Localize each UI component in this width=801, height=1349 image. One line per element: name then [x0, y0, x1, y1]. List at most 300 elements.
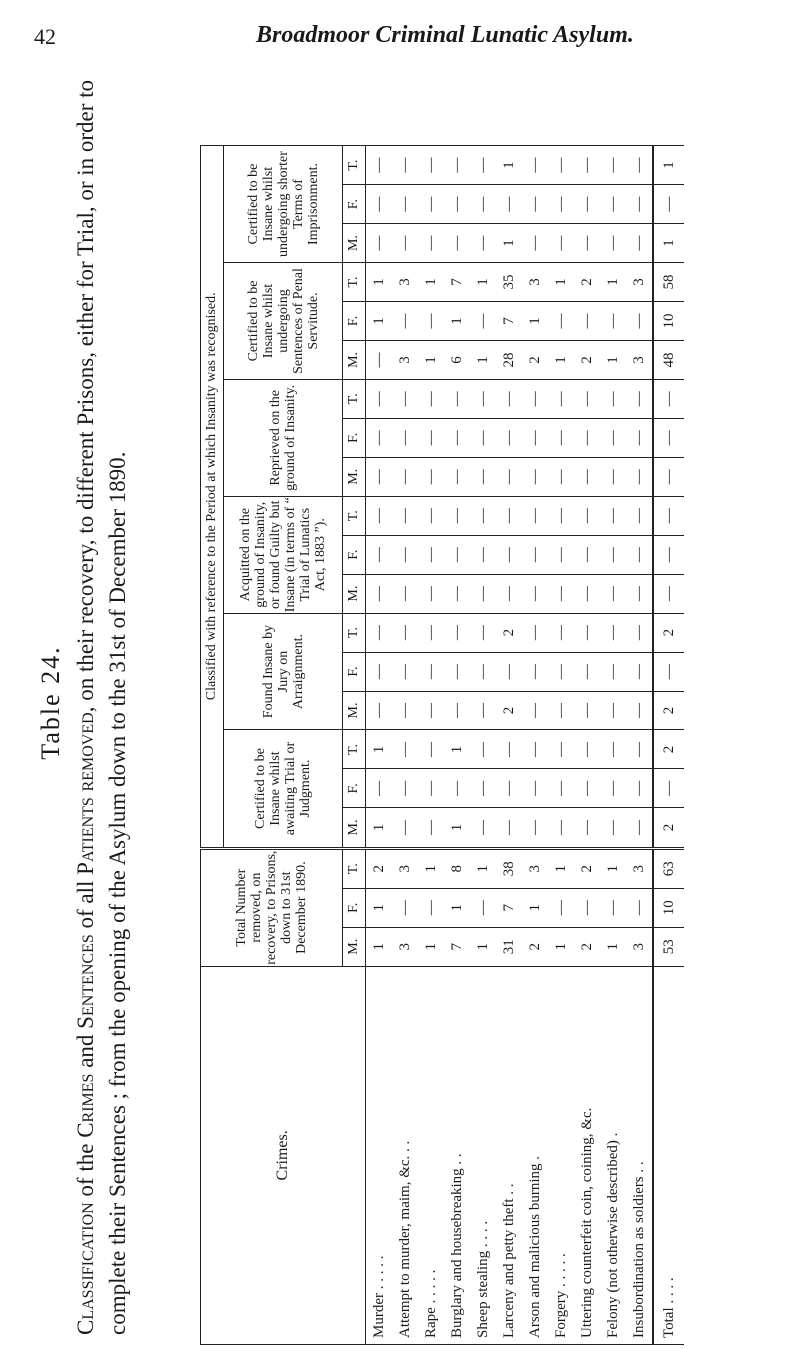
table-cell: —	[418, 730, 444, 769]
table-cell: —	[444, 535, 470, 574]
table-cell: —	[548, 652, 574, 691]
table-cell: 10	[653, 302, 684, 341]
table-cell: —	[626, 769, 653, 808]
group-header: Found Insane by Jury on Arraignment.	[224, 613, 343, 730]
table-cell: 1	[600, 263, 626, 302]
table-cell: —	[496, 769, 522, 808]
mft-header: T.	[343, 613, 366, 652]
table-cell: —	[548, 418, 574, 457]
table-cell: —	[470, 691, 496, 730]
table-cell: —	[548, 691, 574, 730]
table-cell: —	[366, 146, 393, 185]
table-cell: —	[418, 535, 444, 574]
table-cell: 1	[548, 848, 574, 888]
classified-header: Classified with reference to the Period at which Insanity was recognised.	[201, 146, 224, 849]
table-cell: —	[548, 185, 574, 224]
table-row	[574, 146, 600, 1345]
table-cell: —	[522, 574, 548, 613]
mft-header: T.	[343, 146, 366, 185]
rotated-table-page	[30, 60, 800, 1345]
mft-header: M.	[343, 574, 366, 613]
table-cell: —	[392, 224, 418, 263]
table-cell: —	[574, 224, 600, 263]
table-cell: —	[392, 302, 418, 341]
crime-label: Larceny and petty theft . .	[496, 966, 522, 1344]
table-cell: —	[653, 496, 684, 535]
table-cell: —	[470, 496, 496, 535]
table-cell: —	[366, 535, 393, 574]
crime-label: Insubordination as soldiers . .	[626, 966, 653, 1344]
table-cell: —	[653, 652, 684, 691]
table-cell: —	[600, 185, 626, 224]
table-cell: —	[470, 457, 496, 496]
table-cell: —	[522, 730, 548, 769]
table-row	[600, 146, 626, 1345]
table-cell: 1	[418, 927, 444, 966]
table-cell: 1	[600, 340, 626, 379]
table-cell: —	[470, 535, 496, 574]
table-cell: 1	[600, 927, 626, 966]
total-row	[653, 146, 684, 1345]
table-row	[366, 146, 393, 1345]
table-cell: —	[653, 535, 684, 574]
table-cell: 2	[653, 691, 684, 730]
group-header: Reprieved on the ground of Insanity.	[224, 379, 343, 496]
table-cell: —	[496, 808, 522, 848]
table-cell: —	[548, 613, 574, 652]
table-cell: —	[548, 769, 574, 808]
mft-header: T.	[343, 848, 366, 888]
table-cell: —	[418, 496, 444, 535]
table-cell: —	[548, 224, 574, 263]
table-cell: —	[470, 379, 496, 418]
table-cell: —	[470, 146, 496, 185]
table-cell: —	[626, 496, 653, 535]
table-cell: 6	[444, 340, 470, 379]
table-cell: —	[392, 808, 418, 848]
table-cell: 1	[366, 730, 393, 769]
table-cell: —	[548, 535, 574, 574]
table-cell: 35	[496, 263, 522, 302]
table-cell: —	[600, 808, 626, 848]
table-cell: —	[522, 613, 548, 652]
caption-part: of all	[73, 874, 98, 935]
crimes-header: Crimes.	[201, 966, 366, 1344]
table-cell: —	[470, 574, 496, 613]
table-body	[366, 146, 685, 1345]
table-cell: 2	[653, 613, 684, 652]
table-cell: —	[626, 302, 653, 341]
table-cell: —	[418, 574, 444, 613]
group-header: Acquitted on the ground of Insanity, or found Guilty but Insane (in terms of “ Trial of Lunatics Act, 1883 ”).	[224, 496, 343, 613]
table-cell: —	[418, 146, 444, 185]
table-cell: —	[574, 613, 600, 652]
table-cell: —	[444, 146, 470, 185]
table-cell: —	[418, 418, 444, 457]
table-cell: —	[392, 535, 418, 574]
table-cell: —	[600, 457, 626, 496]
table-row	[548, 146, 574, 1345]
table-cell: —	[574, 808, 600, 848]
table-cell: 1	[366, 888, 393, 927]
page-header	[0, 0, 801, 60]
crime-label: Uttering counterfeit coin, coining, &c.	[574, 966, 600, 1344]
crime-label: Murder . . . . .	[366, 966, 393, 1344]
table-cell: 1	[366, 927, 393, 966]
table-cell: —	[366, 574, 393, 613]
table-cell: —	[496, 574, 522, 613]
table-cell: 1	[548, 927, 574, 966]
table-cell: —	[470, 888, 496, 927]
table-cell: —	[444, 769, 470, 808]
mft-header: M.	[343, 691, 366, 730]
table-cell: —	[600, 613, 626, 652]
table-cell: —	[574, 574, 600, 613]
table-row	[626, 146, 653, 1345]
table-cell: 48	[653, 340, 684, 379]
mft-header: F.	[343, 535, 366, 574]
table-cell: —	[418, 613, 444, 652]
crime-label: Arson and malicious burning .	[522, 966, 548, 1344]
table-cell: 7	[444, 927, 470, 966]
table-cell: 3	[392, 927, 418, 966]
table-cell: —	[600, 535, 626, 574]
caption-part: on their recovery, to different Prisons, either for Trial, or in order to complete their Sentences ; from the opening of the Asylum down to the 31st of December 1890.	[73, 79, 130, 1335]
table-cell: 1	[366, 808, 393, 848]
table-cell: —	[470, 652, 496, 691]
table-cell: 1	[496, 224, 522, 263]
table-cell: —	[366, 340, 393, 379]
table-cell: —	[392, 888, 418, 927]
mft-header: F.	[343, 769, 366, 808]
table-cell: 1	[522, 302, 548, 341]
table-cell: —	[522, 691, 548, 730]
table-cell: —	[548, 888, 574, 927]
table-cell: 58	[653, 263, 684, 302]
table-cell: 2	[653, 808, 684, 848]
table-label: Table 24.	[36, 645, 65, 760]
mft-header: F.	[343, 418, 366, 457]
table-cell: —	[392, 652, 418, 691]
table-cell: —	[418, 224, 444, 263]
table-cell: 7	[496, 302, 522, 341]
caption-part: of the	[73, 1137, 98, 1203]
table-cell: —	[548, 457, 574, 496]
table-cell: —	[600, 652, 626, 691]
table-cell: —	[574, 730, 600, 769]
table-cell: —	[600, 730, 626, 769]
table-cell: 1	[470, 927, 496, 966]
mft-header: M.	[343, 457, 366, 496]
table-cell: 38	[496, 848, 522, 888]
caption-part: Sentences	[73, 934, 98, 1029]
table-cell: —	[392, 496, 418, 535]
table-cell: —	[392, 769, 418, 808]
table-cell: —	[366, 769, 393, 808]
crime-label: Forgery . . . . .	[548, 966, 574, 1344]
mft-header: F.	[343, 302, 366, 341]
table-cell: —	[444, 574, 470, 613]
table-cell: —	[600, 574, 626, 613]
table-row	[444, 146, 470, 1345]
table-cell: —	[653, 769, 684, 808]
table-cell: 1	[444, 888, 470, 927]
table-cell: 10	[653, 888, 684, 927]
table-cell: —	[470, 185, 496, 224]
table-cell: —	[444, 185, 470, 224]
table-cell: 2	[574, 263, 600, 302]
table-cell: —	[496, 418, 522, 457]
table-cell: 2	[522, 927, 548, 966]
table-cell: —	[470, 808, 496, 848]
table-cell: —	[626, 808, 653, 848]
crimes-table	[200, 145, 684, 1345]
table-cell: —	[600, 302, 626, 341]
table-cell: —	[600, 888, 626, 927]
table-cell: —	[574, 379, 600, 418]
table-cell: —	[653, 418, 684, 457]
table-cell: —	[626, 418, 653, 457]
table-cell: 1	[653, 224, 684, 263]
caption-part: Classification	[73, 1202, 98, 1335]
table-cell: —	[574, 888, 600, 927]
table-cell: —	[444, 457, 470, 496]
table-cell: —	[418, 808, 444, 848]
caption-part: Patients removed,	[73, 706, 98, 875]
crime-label: Sheep stealing . . . .	[470, 966, 496, 1344]
table-cell: —	[392, 379, 418, 418]
table-cell: —	[548, 146, 574, 185]
table-cell: —	[600, 691, 626, 730]
table-cell: —	[444, 691, 470, 730]
table-cell: —	[418, 379, 444, 418]
table-cell: 3	[522, 848, 548, 888]
table-cell: —	[626, 730, 653, 769]
table-cell: —	[522, 457, 548, 496]
table-cell: —	[366, 496, 393, 535]
table-cell: —	[470, 224, 496, 263]
caption-part: and	[73, 1028, 98, 1074]
table-cell: —	[496, 457, 522, 496]
table-cell: 1	[548, 263, 574, 302]
table-cell: —	[522, 535, 548, 574]
table-cell: —	[574, 535, 600, 574]
table-cell: —	[470, 418, 496, 457]
table-cell: —	[418, 652, 444, 691]
table-cell: 28	[496, 340, 522, 379]
crime-label: Burglary and housebreaking . .	[444, 966, 470, 1344]
table-cell: 2	[574, 848, 600, 888]
table-cell: 53	[653, 927, 684, 966]
table-cell: 1	[548, 340, 574, 379]
table-cell: 3	[392, 340, 418, 379]
table-cell: —	[600, 418, 626, 457]
table-cell: 3	[392, 848, 418, 888]
mft-header: M.	[343, 224, 366, 263]
table-cell: 3	[522, 263, 548, 302]
crime-label: Rape . . . . .	[418, 966, 444, 1344]
table-cell: —	[444, 496, 470, 535]
table-row	[470, 146, 496, 1345]
table-cell: —	[574, 457, 600, 496]
mft-header: F.	[343, 185, 366, 224]
table-cell: —	[392, 730, 418, 769]
table-cell: —	[470, 613, 496, 652]
table-cell: —	[574, 146, 600, 185]
mft-header: T.	[343, 379, 366, 418]
table-cell: —	[444, 652, 470, 691]
table-cell: —	[418, 888, 444, 927]
table-cell: —	[548, 574, 574, 613]
table-cell: —	[548, 379, 574, 418]
table-cell: 2	[496, 613, 522, 652]
table-cell: —	[366, 379, 393, 418]
table-cell: —	[626, 224, 653, 263]
table-cell: 3	[626, 927, 653, 966]
table-row	[418, 146, 444, 1345]
table-cell: 7	[496, 888, 522, 927]
table-cell: —	[392, 574, 418, 613]
table-caption	[70, 70, 134, 1335]
table-cell: —	[548, 730, 574, 769]
table-row	[522, 146, 548, 1345]
table-cell: —	[574, 496, 600, 535]
table-cell: —	[418, 691, 444, 730]
mft-header: M.	[343, 927, 366, 966]
table-cell: —	[574, 418, 600, 457]
table-cell: 2	[366, 848, 393, 888]
table-cell: —	[548, 302, 574, 341]
table-cell: —	[392, 185, 418, 224]
table-cell: —	[522, 379, 548, 418]
mft-header: F.	[343, 652, 366, 691]
table-cell: —	[574, 185, 600, 224]
table-cell: —	[366, 418, 393, 457]
table-cell: 2	[522, 340, 548, 379]
table-cell: 2	[574, 340, 600, 379]
page-number: 42	[34, 24, 56, 49]
table-cell: —	[626, 146, 653, 185]
table-cell: —	[626, 691, 653, 730]
table-cell: —	[626, 185, 653, 224]
table-cell: 1	[470, 340, 496, 379]
table-cell: 31	[496, 927, 522, 966]
mft-header: T.	[343, 730, 366, 769]
table-cell: —	[444, 379, 470, 418]
table-cell: —	[653, 379, 684, 418]
table-cell: —	[418, 769, 444, 808]
table-cell: 3	[626, 263, 653, 302]
table-cell: 2	[496, 691, 522, 730]
table-cell: —	[392, 146, 418, 185]
table-cell: —	[496, 496, 522, 535]
table-cell: —	[600, 769, 626, 808]
table-cell: —	[574, 652, 600, 691]
table-cell: —	[392, 418, 418, 457]
table-cell: —	[626, 652, 653, 691]
table-cell: —	[496, 185, 522, 224]
table-cell: —	[522, 652, 548, 691]
table-cell: 1	[470, 848, 496, 888]
table-cell: 1	[444, 730, 470, 769]
table-cell: —	[600, 496, 626, 535]
table-cell: —	[522, 224, 548, 263]
table-cell: —	[366, 652, 393, 691]
table-cell: —	[418, 302, 444, 341]
table-cell: —	[444, 224, 470, 263]
table-cell: 1	[418, 848, 444, 888]
table-cell: —	[470, 302, 496, 341]
caption-part: Crimes	[73, 1073, 98, 1138]
table-cell: —	[574, 302, 600, 341]
table-cell: 1	[418, 263, 444, 302]
table-cell: 1	[653, 146, 684, 185]
table-cell: —	[392, 457, 418, 496]
table-cell: —	[626, 574, 653, 613]
table-cell: —	[366, 691, 393, 730]
table-cell: 3	[392, 263, 418, 302]
table-cell: —	[444, 418, 470, 457]
table-row	[392, 146, 418, 1345]
table-cell: —	[626, 888, 653, 927]
mft-header: T.	[343, 263, 366, 302]
table-cell: —	[626, 535, 653, 574]
table-cell: —	[418, 457, 444, 496]
table-cell: —	[574, 769, 600, 808]
table-cell: —	[392, 691, 418, 730]
table-cell: 1	[470, 263, 496, 302]
table-cell: —	[522, 769, 548, 808]
table-cell: —	[653, 457, 684, 496]
table-cell: —	[522, 496, 548, 535]
table-cell: 1	[496, 146, 522, 185]
total-removed-header: Total Number removed, on recovery, to Prisons, down to 31st December 1890.	[201, 848, 343, 966]
table-cell: 1	[444, 302, 470, 341]
table-cell: —	[653, 185, 684, 224]
group-header: Certified to be Insane whilst awaiting Trial or Judgment.	[224, 730, 343, 848]
mft-header: M.	[343, 808, 366, 848]
table-cell: —	[548, 808, 574, 848]
table-cell: —	[653, 574, 684, 613]
mft-header: M.	[343, 340, 366, 379]
table-cell: 63	[653, 848, 684, 888]
table-cell: —	[470, 730, 496, 769]
table-cell: —	[626, 457, 653, 496]
crime-label: Felony (not otherwise described) .	[600, 966, 626, 1344]
table-row	[496, 146, 522, 1345]
table-cell: 1	[418, 340, 444, 379]
table-cell: 1	[366, 263, 393, 302]
table-cell: —	[366, 457, 393, 496]
table-cell: 1	[444, 808, 470, 848]
table-cell: —	[626, 613, 653, 652]
table-cell: —	[418, 185, 444, 224]
table-cell: —	[522, 418, 548, 457]
table-cell: —	[522, 146, 548, 185]
mft-header: F.	[343, 888, 366, 927]
table-cell: —	[444, 613, 470, 652]
table-cell: —	[600, 224, 626, 263]
table-cell: 2	[574, 927, 600, 966]
table-cell: —	[366, 224, 393, 263]
table-cell: 8	[444, 848, 470, 888]
table-cell: —	[496, 652, 522, 691]
table-cell: 1	[522, 888, 548, 927]
table-cell: —	[496, 730, 522, 769]
table-cell: —	[548, 496, 574, 535]
crime-label: Total . . . .	[653, 966, 684, 1344]
table-cell: —	[626, 379, 653, 418]
